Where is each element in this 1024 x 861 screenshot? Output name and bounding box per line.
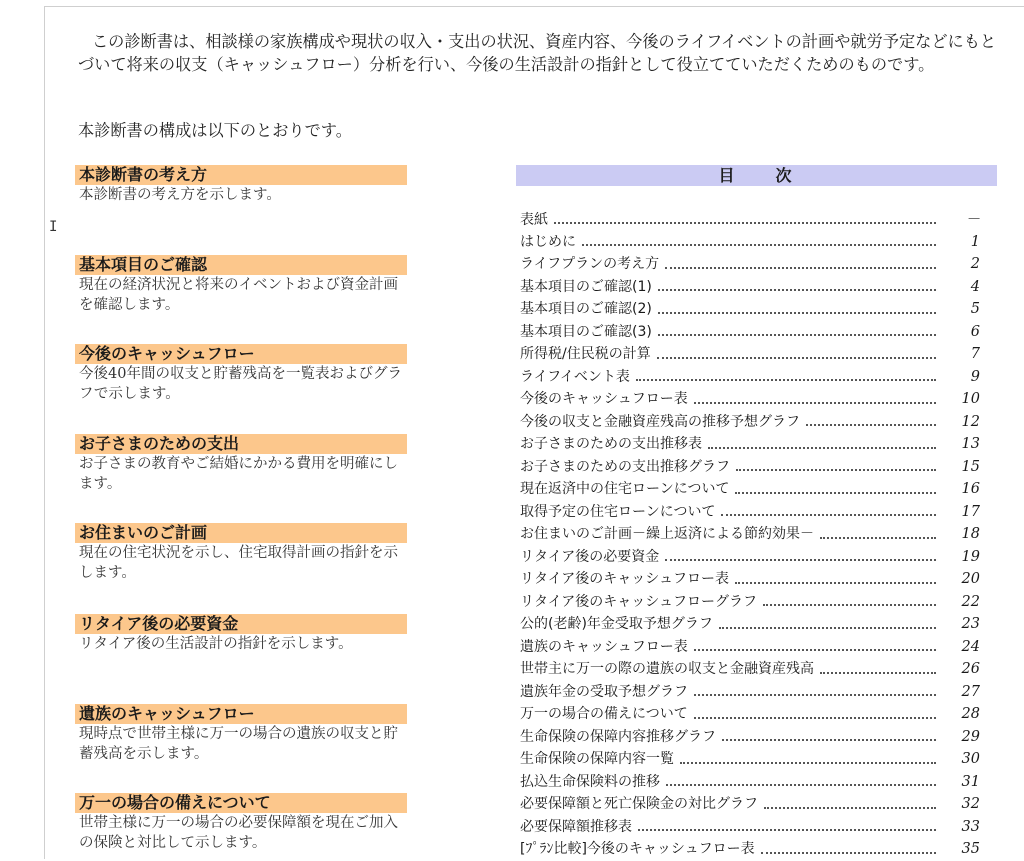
toc-entry bbox=[520, 253, 980, 276]
toc-entry-title: 今後の収支と金融資産残高の推移予想グラフ bbox=[520, 413, 800, 430]
toc-entry bbox=[520, 636, 980, 659]
toc-entry-title: 取得予定の住宅ローンについて bbox=[520, 503, 716, 520]
toc-entry-page: 28 bbox=[961, 706, 980, 722]
toc-entry-title: 今後のキャッシュフロー表 bbox=[520, 391, 688, 407]
section-heading: お子さまのための支出 bbox=[75, 434, 407, 454]
toc-entry-page: 26 bbox=[961, 661, 980, 677]
section-description: お子さまの教育やご結婚にかかる費用を明確にします。 bbox=[79, 456, 398, 492]
toc-entry bbox=[520, 748, 980, 771]
toc-entry-page: 18 bbox=[961, 526, 980, 542]
toc-entry-page: 20 bbox=[961, 571, 980, 587]
toc-entry-page: 5 bbox=[970, 301, 980, 317]
toc-dot-leader bbox=[722, 738, 936, 741]
toc-entry-page: 35 bbox=[961, 841, 980, 857]
toc-dot-leader bbox=[721, 513, 936, 516]
toc-entry-title: ライフプランの考え方 bbox=[520, 256, 660, 272]
section-approach bbox=[75, 165, 410, 206]
toc-entry bbox=[520, 816, 980, 839]
toc-dot-leader bbox=[554, 221, 936, 224]
toc-entry-title: 遺族のキャッシュフロー表 bbox=[520, 638, 688, 655]
toc-entry-title: [ﾌﾟﾗﾝ比較]今後のキャッシュフロー表 bbox=[520, 841, 755, 857]
table-of-contents bbox=[516, 165, 998, 857]
toc-entry bbox=[520, 433, 980, 456]
toc-list bbox=[520, 208, 980, 861]
toc-entry-title: 必要保障額推移表 bbox=[520, 818, 632, 835]
section-heading: リタイア後の必要資金 bbox=[75, 614, 407, 634]
toc-entry bbox=[520, 411, 980, 434]
toc-entry bbox=[520, 208, 980, 231]
toc-entry bbox=[520, 276, 980, 299]
toc-entry bbox=[520, 298, 980, 321]
section-cashflow bbox=[75, 344, 410, 404]
toc-entry-title: 遺族年金の受取予想グラフ bbox=[520, 683, 688, 700]
toc-dot-leader bbox=[680, 761, 936, 764]
toc-entry-title: 基本項目のご確認(1) bbox=[520, 278, 652, 295]
toc-heading: 目 次 bbox=[516, 165, 997, 186]
toc-entry-title: 生命保険の保障内容一覧 bbox=[520, 751, 674, 767]
section-emergency-preparation bbox=[75, 793, 410, 853]
toc-entry-title: 払込生命保険料の推移 bbox=[520, 773, 660, 790]
toc-entry-page: 23 bbox=[961, 616, 980, 632]
section-heading: 基本項目のご確認 bbox=[75, 255, 407, 275]
section-heading: 本診断書の考え方 bbox=[75, 165, 407, 185]
toc-entry-page: 4 bbox=[970, 278, 980, 295]
section-basic-items bbox=[75, 255, 410, 315]
toc-entry bbox=[520, 366, 980, 389]
toc-entry-title: 必要保障額と死亡保険金の対比グラフ bbox=[520, 796, 758, 812]
toc-entry bbox=[520, 456, 980, 479]
toc-dot-leader bbox=[657, 356, 936, 359]
toc-entry-title: 生命保険の保障内容推移グラフ bbox=[520, 728, 716, 745]
toc-entry-page: 1 bbox=[970, 233, 980, 250]
toc-entry bbox=[520, 793, 980, 816]
toc-entry bbox=[520, 321, 980, 344]
toc-entry-title: リタイア後のキャッシュフロー表 bbox=[520, 571, 730, 587]
toc-entry bbox=[520, 231, 980, 254]
toc-entry-page: 19 bbox=[961, 548, 980, 565]
toc-dot-leader bbox=[708, 446, 936, 449]
toc-entry-page: 33 bbox=[961, 818, 980, 835]
toc-entry-page: 30 bbox=[961, 751, 980, 767]
toc-entry bbox=[520, 546, 980, 569]
toc-entry bbox=[520, 568, 980, 591]
toc-dot-leader bbox=[694, 648, 936, 651]
toc-entry-page: 16 bbox=[961, 481, 980, 497]
toc-entry-title: 万一の場合の備えについて bbox=[520, 706, 688, 722]
toc-entry bbox=[520, 771, 980, 794]
toc-dot-leader bbox=[719, 626, 936, 629]
intro-paragraph: この診断書は、相談様の家族構成や現状の収入・支出の状況、資産内容、今後のライフイベントの計画や就労予定などにもとづいて将来の収支（キャッシュフロー）分析を行い、今後の生活設計の指針として役立てていただくためのものです。 bbox=[78, 32, 997, 74]
toc-entry-page: － bbox=[965, 212, 980, 228]
toc-entry-page: 27 bbox=[961, 683, 980, 700]
text-cursor-icon: I bbox=[49, 219, 58, 235]
toc-entry-title: 基本項目のご確認(2) bbox=[520, 301, 652, 317]
toc-entry-page: 29 bbox=[961, 728, 980, 745]
toc-entry bbox=[520, 343, 980, 366]
toc-dot-leader bbox=[820, 536, 936, 539]
section-heading: お住まいのご計画 bbox=[75, 523, 407, 543]
toc-dot-leader bbox=[735, 581, 936, 584]
toc-dot-leader bbox=[666, 783, 936, 786]
toc-entry bbox=[520, 501, 980, 524]
toc-entry bbox=[520, 523, 980, 546]
section-heading: 今後のキャッシュフロー bbox=[75, 344, 407, 364]
toc-dot-leader bbox=[658, 288, 936, 291]
section-heading: 万一の場合の備えについて bbox=[75, 793, 407, 813]
toc-entry-page: 17 bbox=[961, 503, 980, 520]
toc-dot-leader bbox=[736, 468, 936, 471]
toc-dot-leader bbox=[658, 311, 936, 314]
toc-entry-title: 表紙 bbox=[520, 212, 548, 228]
toc-entry-page: 31 bbox=[961, 773, 980, 790]
toc-entry-page: 10 bbox=[961, 391, 980, 407]
toc-entry-page: 22 bbox=[961, 593, 980, 610]
toc-entry bbox=[520, 613, 980, 636]
toc-entry bbox=[520, 478, 980, 501]
structure-note: 本診断書の構成は以下のとおりです。 bbox=[78, 121, 352, 140]
section-description: リタイア後の生活設計の指針を示します。 bbox=[79, 636, 353, 652]
toc-entry-page: 6 bbox=[970, 323, 980, 340]
section-retirement-funds bbox=[75, 614, 410, 655]
toc-entry bbox=[520, 726, 980, 749]
toc-dot-leader bbox=[665, 266, 936, 269]
section-heading: 遺族のキャッシュフロー bbox=[75, 704, 407, 724]
toc-dot-leader bbox=[806, 423, 936, 426]
section-survivor-cashflow bbox=[75, 704, 410, 764]
toc-dot-leader bbox=[694, 716, 936, 719]
toc-entry-page: 13 bbox=[961, 436, 980, 452]
section-description: 今後40年間の収支と貯蓄残高を一覧表およびグラフで示します。 bbox=[79, 366, 402, 402]
toc-entry-title: 世帯主に万一の際の遺族の収支と金融資産残高 bbox=[520, 661, 814, 677]
section-housing-plan bbox=[75, 523, 410, 583]
toc-entry-page: 24 bbox=[961, 638, 980, 655]
toc-dot-leader bbox=[665, 558, 936, 561]
toc-dot-leader bbox=[694, 401, 936, 404]
toc-dot-leader bbox=[638, 828, 936, 831]
toc-entry-page: 2 bbox=[970, 256, 980, 272]
toc-entry-title: リタイア後のキャッシュフローグラフ bbox=[520, 593, 758, 610]
toc-entry bbox=[520, 681, 980, 704]
toc-entry-title: ライフイベント表 bbox=[520, 368, 630, 385]
toc-entry-title: お子さまのための支出推移グラフ bbox=[520, 458, 730, 475]
toc-dot-leader bbox=[694, 693, 936, 696]
toc-entry-title: お子さまのための支出推移表 bbox=[520, 436, 702, 452]
toc-entry-page: 7 bbox=[970, 346, 980, 362]
toc-entry-page: 12 bbox=[961, 413, 980, 430]
toc-entry bbox=[520, 591, 980, 614]
toc-entry-page: 32 bbox=[961, 796, 980, 812]
toc-dot-leader bbox=[764, 806, 936, 809]
toc-dot-leader bbox=[582, 243, 936, 246]
toc-entry-title: リタイア後の必要資金 bbox=[520, 548, 660, 565]
section-children-expenses bbox=[75, 434, 410, 494]
toc-dot-leader bbox=[763, 603, 936, 606]
toc-dot-leader bbox=[658, 333, 936, 336]
toc-entry-title: 公的(老齢)年金受取予想グラフ bbox=[520, 616, 713, 632]
toc-dot-leader bbox=[820, 671, 936, 674]
section-description: 現在の住宅状況を示し、住宅取得計画の指針を示します。 bbox=[79, 545, 398, 581]
toc-entry-title: お住まいのご計画－繰上返済による節約効果－ bbox=[520, 526, 814, 542]
toc-entry-title: 現在返済中の住宅ローンについて bbox=[520, 481, 730, 497]
toc-entry-title: 所得税/住民税の計算 bbox=[520, 346, 651, 362]
section-description: 本診断書の考え方を示します。 bbox=[79, 187, 281, 203]
toc-entry bbox=[520, 838, 980, 861]
toc-entry bbox=[520, 658, 980, 681]
toc-entry bbox=[520, 388, 980, 411]
toc-entry-title: 基本項目のご確認(3) bbox=[520, 323, 652, 340]
section-description: 現在の経済状況と将来のイベントおよび資金計画を確認します。 bbox=[79, 277, 398, 313]
toc-dot-leader bbox=[761, 851, 936, 854]
section-description: 世帯主様に万一の場合の必要保障額を現在ご加入の保険と対比して示します。 bbox=[79, 815, 398, 851]
toc-dot-leader bbox=[636, 378, 936, 381]
section-description: 現時点で世帯主様に万一の場合の遺族の収支と貯蓄残高を示します。 bbox=[79, 726, 398, 762]
toc-entry-page: 9 bbox=[970, 368, 980, 385]
toc-dot-leader bbox=[735, 491, 936, 494]
toc-entry-page: 15 bbox=[961, 458, 980, 475]
toc-entry bbox=[520, 703, 980, 726]
toc-entry-title: はじめに bbox=[520, 233, 576, 250]
